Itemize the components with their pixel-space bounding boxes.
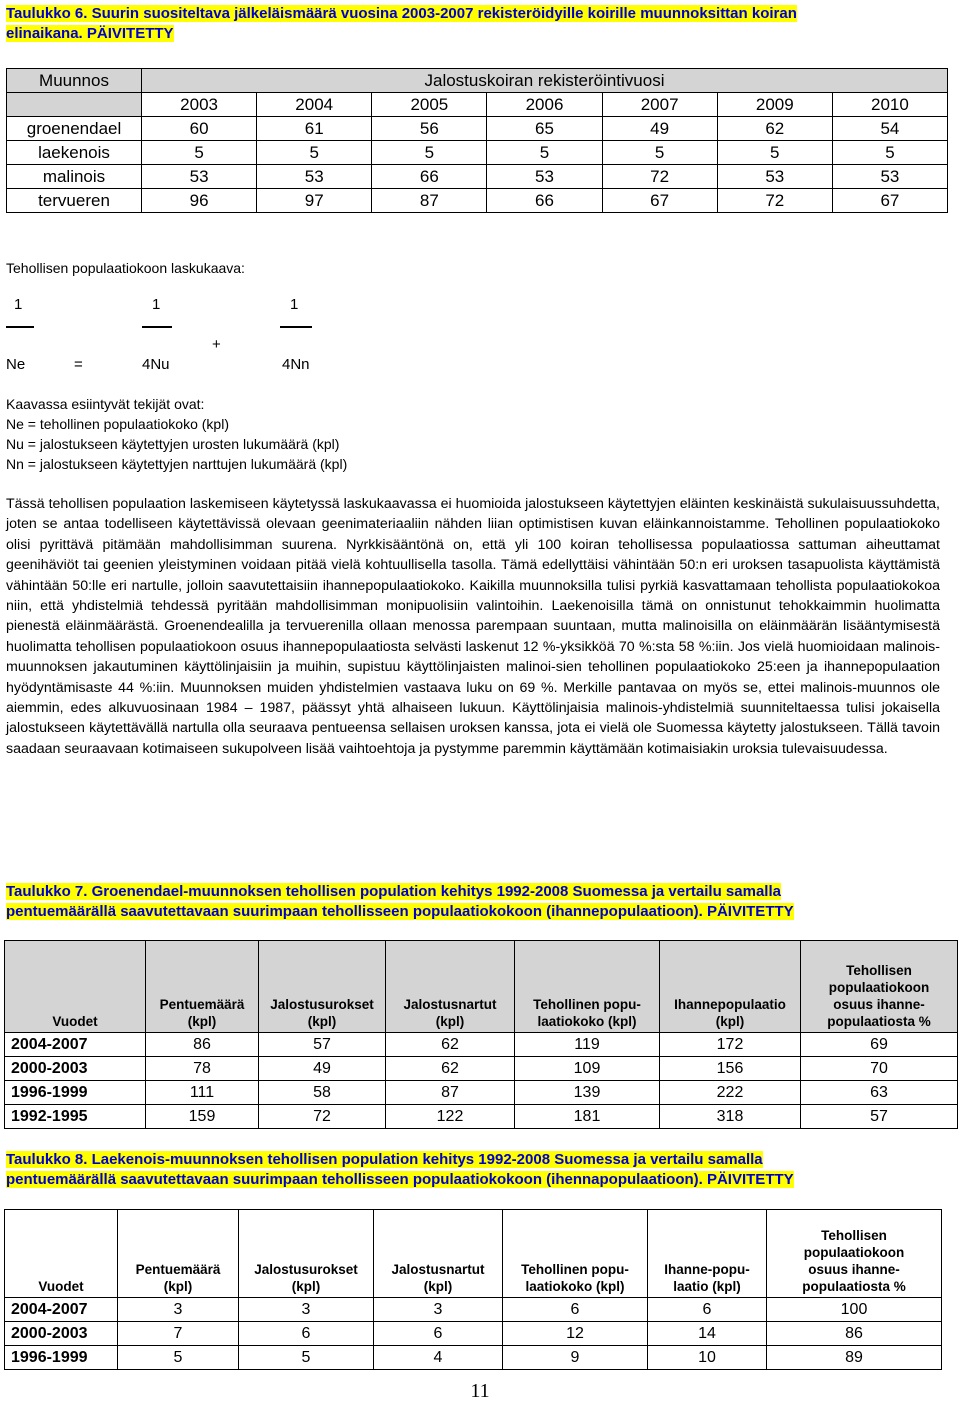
table-cell: 97 <box>257 189 372 213</box>
table-cell: 86 <box>146 1033 259 1057</box>
table-cell: 53 <box>832 165 947 189</box>
table6-row-name: tervueren <box>7 189 142 213</box>
fraction-bar <box>142 326 172 328</box>
table-cell: 5 <box>118 1346 239 1370</box>
table-cell: 62 <box>386 1057 515 1081</box>
table-cell: 66 <box>372 165 487 189</box>
table-cell: 63 <box>801 1081 958 1105</box>
formula-one: 1 <box>152 296 161 313</box>
table8-caption-line: Taulukko 8. Laekenois-muunnoksen tehollisen population kehitys 1992-2008 Suomessa ja vertailu samalla <box>6 1151 763 1168</box>
table6-row-name: groenendael <box>7 117 142 141</box>
formula-title: Tehollisen populaatiokoon laskukaava: <box>6 260 245 276</box>
table-cell: 7 <box>118 1322 239 1346</box>
table7-caption-line: pentuemäärällä saavutettavaan suurimpaan tehollisseen populaatiokokoon (ihannepopulaatioon). PÄIVITETTY <box>6 903 794 920</box>
table-cell: 2004-2007 <box>5 1298 118 1322</box>
table-row <box>5 1322 942 1346</box>
table7-caption <box>6 882 794 922</box>
formula-nu: 4Nu <box>142 356 170 373</box>
table-cell: 156 <box>660 1057 801 1081</box>
table-cell: 3 <box>239 1298 374 1322</box>
table-row <box>7 189 948 213</box>
table7-header: Tehollinen popu- laatiokoko (kpl) <box>515 941 660 1033</box>
table-cell: 6 <box>503 1298 648 1322</box>
table6-caption-line: Taulukko 6. Suurin suositeltava jälkeläismäärä vuosina 2003-2007 rekisteröidyille koirille muunnoksittan koiran <box>6 5 797 22</box>
table-row <box>5 1057 958 1081</box>
table8-caption-line: pentuemäärällä saavutettavaan suurimpaan tehollisseen populaatiokokoon (ihennapopulaatioon). PÄIVITETTY <box>6 1171 794 1188</box>
table-cell: 60 <box>142 117 257 141</box>
table7-header: Vuodet <box>5 941 146 1033</box>
definition-line: Kaavassa esiintyvät tekijät ovat: <box>6 396 205 412</box>
table-cell: 57 <box>801 1105 958 1129</box>
table-row <box>7 117 948 141</box>
table-cell: 159 <box>146 1105 259 1129</box>
formula-nn: 4Nn <box>282 356 310 373</box>
table-row <box>5 1033 958 1057</box>
table-cell: 172 <box>660 1033 801 1057</box>
table-cell: 9 <box>503 1346 648 1370</box>
table-cell: 1996-1999 <box>5 1346 118 1370</box>
body-paragraph: Tässä tehollisen populaation laskemiseen käytetyssä laskukaavassa ei huomioida jalostukseen käytettyjen eläinten keskinäistä sukulaisuussuhdetta, joten se antaa todelliseen käytettävissä olevaan geenimateriaaliin nähden liian optimistisen kuvan eläinkannoistamme. Tehollinen populaatiokoko olisi pyrittävä pitämään mahdollisimman suurena. Nyrkkisääntönä on, että yli 100 koiran tehollisessa populaatiossa sattuman aiheuttamat geenihäviöt tai geenien yleistyminen voidaan pitää vielä kohtuullisella tasolla. Tämä edellyttäisi vähintään 50:n eri uroksen tasapuolista käyttämistä vähintään 50:lle eri nartulle, jolloin saavutettaisiin ihannepopulaatiokoko. Kaikilla muunnoksilla tulisi pyrkiä kasvattamaan tehollista populaatiokokoa niin, että yhdistelmiä tehdessä pyritään mahdollisimman monipuolisiin valintoihin. Laekenoisilla tämä on onnistunut tehokkaimmin huolimatta pienestä eläinmäärästä. Groenendealilla ja tervuerenilla ollaan menossa parempaan suuntaan, mutta malinoisilla on eläinmäärän lisääntymisestä huolimatta tehollisen populaatiokoon osuus ihannepopulaatiosta selvästi laskenut 12 %-yksikköä 70 %:sta 58 %:iin. Jos vielä huomioidaan malinois-muunnoksen jakautuminen käyttölinjaisiin ja muihin, supistuu käyttölinjaisten malinoi-sien tehollinen populaatiokoko 25:een ja ihannepopulaation hyödyntämisaste 44 %:iin. Muunnoksen muiden yhdistelmien vastaava luku on 69 %. Merkille pantavaa on myös se, ettei malinois-muunnos ole aiemmin, edes alkuvuosinaan 1984 – 1987, päässyt yhtä alhaiseen lukuun. Käyttölinjaisia malinois-yhdistelmiä suunniteltaessa tulisi jokaisella jalostukseen käytettävällä nartulla olla seuraava pentueensa sellaisen uroksen kanssa, jota ei vielä ole Suomessa käytetty jalostukseen. Tällä tavoin saadaan seuraavaan kotimaiseen sukupolveen lisää vaihtoehtoja ja pystymme paremmin käyttämään kotimaisiakin uroksia tulevaisuudessa. <box>6 496 940 757</box>
table6-year: 2005 <box>372 93 487 117</box>
formula-equals: = <box>74 356 83 373</box>
table-row <box>5 1105 958 1129</box>
table8-caption <box>6 1150 794 1190</box>
table-cell: 53 <box>487 165 602 189</box>
table-cell: 111 <box>146 1081 259 1105</box>
table-cell: 65 <box>487 117 602 141</box>
table7-header: Jalostusurokset (kpl) <box>259 941 386 1033</box>
table-cell: 62 <box>717 117 832 141</box>
table-cell: 5 <box>142 141 257 165</box>
table6-caption <box>6 4 797 44</box>
table-cell: 54 <box>832 117 947 141</box>
table-cell: 5 <box>832 141 947 165</box>
table-cell: 72 <box>717 189 832 213</box>
table-cell: 181 <box>515 1105 660 1129</box>
table6-year: 2006 <box>487 93 602 117</box>
table-cell: 5 <box>602 141 717 165</box>
definition-line: Ne = tehollinen populaatiokoko (kpl) <box>6 416 229 432</box>
table-row <box>7 141 948 165</box>
table6-caption-line: elinaikana. PÄIVITETTY <box>6 25 174 42</box>
table6-header-blank <box>7 93 142 117</box>
table6-year: 2003 <box>142 93 257 117</box>
definitions <box>6 394 347 474</box>
table-cell: 96 <box>142 189 257 213</box>
table-cell: 109 <box>515 1057 660 1081</box>
table-cell: 5 <box>239 1346 374 1370</box>
table8-header: Pentuemäärä (kpl) <box>118 1210 239 1298</box>
table-row <box>5 1298 942 1322</box>
table-cell: 49 <box>602 117 717 141</box>
formula-ne: Ne <box>6 356 26 373</box>
table-cell: 70 <box>801 1057 958 1081</box>
table-cell: 4 <box>374 1346 503 1370</box>
table-cell: 5 <box>257 141 372 165</box>
table6 <box>6 68 948 213</box>
table-cell: 6 <box>374 1322 503 1346</box>
table-cell: 12 <box>503 1322 648 1346</box>
table-cell: 5 <box>487 141 602 165</box>
table-cell: 5 <box>717 141 832 165</box>
table-cell: 2000-2003 <box>5 1322 118 1346</box>
table-cell: 318 <box>660 1105 801 1129</box>
table-cell: 100 <box>767 1298 942 1322</box>
table-cell: 139 <box>515 1081 660 1105</box>
page-number: 11 <box>470 1380 490 1402</box>
table-cell: 2004-2007 <box>5 1033 146 1057</box>
table-cell: 222 <box>660 1081 801 1105</box>
table-row <box>5 1346 942 1370</box>
table-cell: 122 <box>386 1105 515 1129</box>
table-cell: 67 <box>602 189 717 213</box>
table-row <box>5 1081 958 1105</box>
table8 <box>4 1209 942 1370</box>
table-cell: 6 <box>239 1322 374 1346</box>
table7-caption-line: Taulukko 7. Groenendael-muunnoksen tehollisen population kehitys 1992-2008 Suomessa ja vertailu samalla <box>6 883 781 900</box>
formula-one: 1 <box>14 296 23 313</box>
table-cell: 86 <box>767 1322 942 1346</box>
table-cell: 53 <box>717 165 832 189</box>
fraction-bar <box>6 326 34 328</box>
table-row <box>7 165 948 189</box>
table6-row-name: malinois <box>7 165 142 189</box>
table-cell: 10 <box>648 1346 767 1370</box>
table7-header: Jalostusnartut (kpl) <box>386 941 515 1033</box>
table-cell: 53 <box>257 165 372 189</box>
table-cell: 1992-1995 <box>5 1105 146 1129</box>
formula-one: 1 <box>290 296 299 313</box>
table-cell: 62 <box>386 1033 515 1057</box>
table6-row-name: laekenois <box>7 141 142 165</box>
table6-year: 2004 <box>257 93 372 117</box>
table-cell: 56 <box>372 117 487 141</box>
table6-year: 2007 <box>602 93 717 117</box>
definition-line: Nu = jalostukseen käytettyjen urosten lukumäärä (kpl) <box>6 436 340 452</box>
table6-header-group: Jalostuskoiran rekisteröintivuosi <box>142 69 948 93</box>
table-cell: 53 <box>142 165 257 189</box>
table-cell: 6 <box>648 1298 767 1322</box>
table-cell: 1996-1999 <box>5 1081 146 1105</box>
table-cell: 87 <box>386 1081 515 1105</box>
table6-year: 2010 <box>832 93 947 117</box>
table8-header: Tehollisen populaatiokoon osuus ihanne- populaatiosta % <box>767 1210 942 1298</box>
table-cell: 14 <box>648 1322 767 1346</box>
table8-header: Tehollinen popu- laatiokoko (kpl) <box>503 1210 648 1298</box>
table-cell: 57 <box>259 1033 386 1057</box>
table-cell: 3 <box>374 1298 503 1322</box>
table-cell: 3 <box>118 1298 239 1322</box>
table-cell: 61 <box>257 117 372 141</box>
table-cell: 58 <box>259 1081 386 1105</box>
table-cell: 5 <box>372 141 487 165</box>
table6-year: 2009 <box>717 93 832 117</box>
table8-header: Jalostusnartut (kpl) <box>374 1210 503 1298</box>
table-cell: 66 <box>487 189 602 213</box>
table7-header: Pentuemäärä (kpl) <box>146 941 259 1033</box>
table7 <box>4 940 958 1129</box>
table-cell: 89 <box>767 1346 942 1370</box>
table8-header: Jalostusurokset (kpl) <box>239 1210 374 1298</box>
table-cell: 72 <box>259 1105 386 1129</box>
table-cell: 87 <box>372 189 487 213</box>
table-cell: 72 <box>602 165 717 189</box>
table-cell: 49 <box>259 1057 386 1081</box>
table6-header-muunnos: Muunnos <box>7 69 142 93</box>
table-cell: 78 <box>146 1057 259 1081</box>
table7-header: Tehollisen populaatiokoon osuus ihanne- populaatiosta % <box>801 941 958 1033</box>
table-cell: 2000-2003 <box>5 1057 146 1081</box>
definition-line: Nn = jalostukseen käytettyjen narttujen lukumäärä (kpl) <box>6 456 348 472</box>
table8-header: Ihanne-popu- laatio (kpl) <box>648 1210 767 1298</box>
fraction-bar <box>280 326 312 328</box>
table-cell: 119 <box>515 1033 660 1057</box>
table7-header: Ihannepopulaatio (kpl) <box>660 941 801 1033</box>
table-cell: 69 <box>801 1033 958 1057</box>
formula-plus: + <box>212 336 221 353</box>
table-cell: 67 <box>832 189 947 213</box>
table8-header: Vuodet <box>5 1210 118 1298</box>
